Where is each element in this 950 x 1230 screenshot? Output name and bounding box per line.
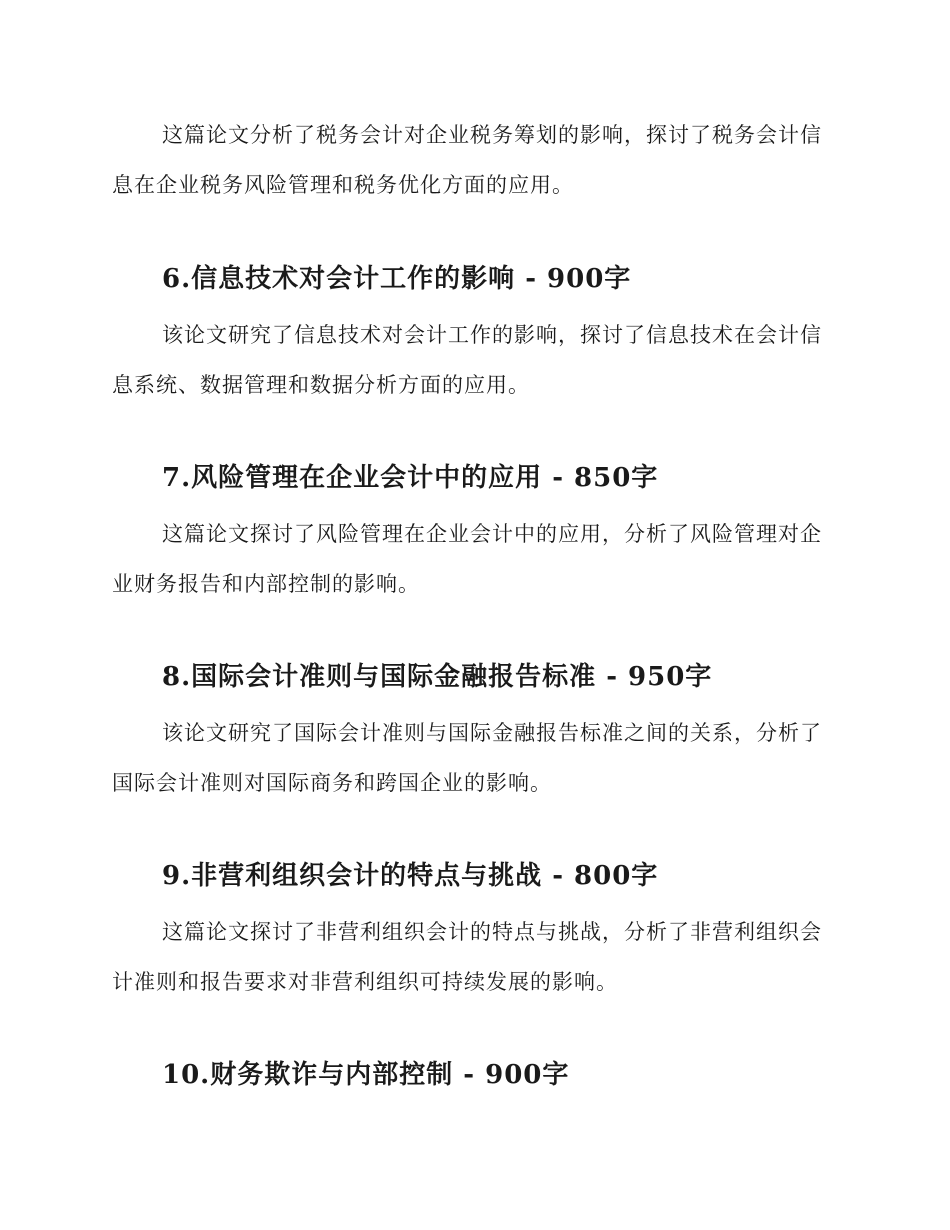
section-summary-6: 该论文研究了信息技术对会计工作的影响，探讨了信息技术在会计信息系统、数据管理和数据分析方面的应用。 — [112, 323, 822, 397]
section-heading-9: 9.非营利组织会计的特点与挑战 - 800字 — [162, 861, 659, 891]
section-heading-10: 10.财务欺诈与内部控制 - 900字 — [162, 1060, 570, 1090]
section-heading-8: 8.国际会计准则与国际金融报告标准 - 950字 — [162, 662, 713, 692]
section-heading-6: 6.信息技术对会计工作的影响 - 900字 — [162, 264, 632, 294]
section-summary-7: 这篇论文探讨了风险管理在企业会计中的应用，分析了风险管理对企业财务报告和内部控制的影响。 — [112, 522, 822, 596]
section-summary-9: 这篇论文探讨了非营利组织会计的特点与挑战，分析了非营利组织会计准则和报告要求对非营利组织可持续发展的影响。 — [112, 920, 822, 994]
section-summary-8: 该论文研究了国际会计准则与国际金融报告标准之间的关系，分析了国际会计准则对国际商务和跨国企业的影响。 — [112, 721, 822, 795]
intro-paragraph: 这篇论文分析了税务会计对企业税务筹划的影响，探讨了税务会计信息在企业税务风险管理和税务优化方面的应用。 — [112, 123, 822, 197]
section-heading-7: 7.风险管理在企业会计中的应用 - 850字 — [162, 463, 659, 493]
